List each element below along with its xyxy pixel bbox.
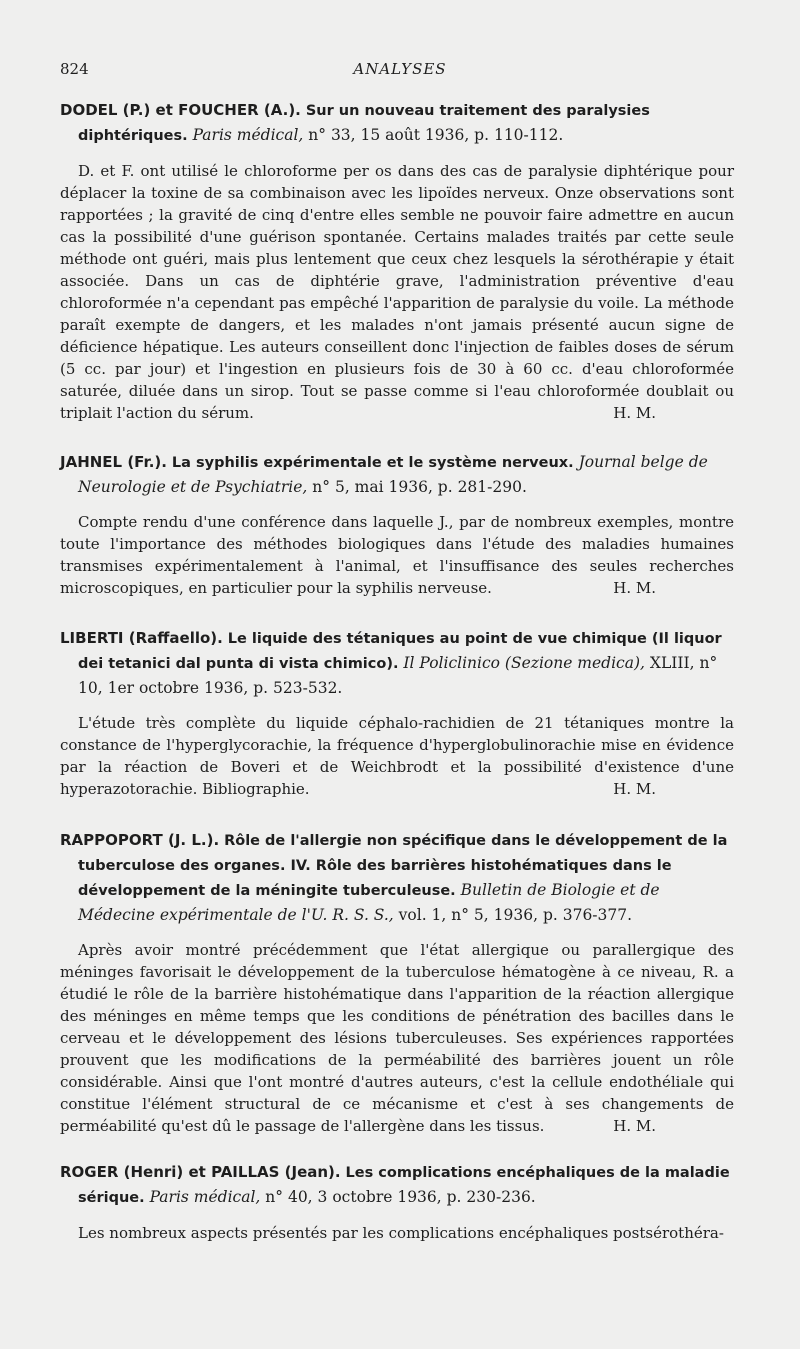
- entry-journal: Paris médical,: [192, 126, 304, 144]
- entry-journal: Journal belge de Neurologie et de Psychiatrie,: [78, 453, 708, 496]
- entry-journal: Il Policlinico (Sezione medica),: [403, 654, 645, 672]
- abstract-text: Après avoir montré précédemment que l'état allergique ou parallergique des méninges favorisait le développement de la tuberculose hématogène à ce niveau, R. a étudié le rôle de la barrière histohématique dans l'apparition de la réaction allergique des méninges en même temps que les conditions de pénétration des bacilles dans le cerveau et le développement des lésions tuberculeuses. Ses expériences rapportées prouvent que les modifications de la perméabilité des barrières jouent un rôle considérable. Ainsi que l'ont montré d'autres auteurs, c'est la cellule endothéliale qui constitue l'élément structural de ce mécanisme et c'est à ses changements de perméabilité qu'est dû le passage de l'allergène dans les tissus.: [60, 941, 734, 1135]
- entry-signature: H. M.: [613, 1117, 656, 1135]
- entry-title: Le liquide des tétaniques au point de vue chimique (Il liquor dei tetanici dal punta di vista chimico).: [78, 631, 722, 672]
- abstract-entry-jahnel: [60, 450, 734, 599]
- entry-abstract: [60, 511, 734, 599]
- entry-author: RAPPOPORT (J. L.).: [60, 831, 220, 849]
- bibliographic-reference: [60, 1160, 734, 1210]
- abstract-text: L'étude très complète du liquide céphalo-rachidien de 21 tétaniques montre la constance de l'hyperglycorachie, la fréquence d'hyperglobulinorachie mise en évidence par la réaction de Boveri et de Weichbrodt et la possibilité d'existence d'une hyperazotorachie. Bibliographie.: [60, 714, 734, 798]
- entry-author: JAHNEL (Fr.).: [60, 453, 167, 471]
- entry-signature: H. M.: [613, 579, 656, 597]
- entry-journal: Paris médical,: [149, 1188, 261, 1206]
- abstract-entry-rappoport: [60, 828, 734, 1137]
- abstract-entry-dodel: [60, 98, 734, 424]
- entry-title: La syphilis expérimentale et le système nerveux.: [171, 455, 574, 471]
- entry-author: LIBERTI (Raffaello).: [60, 629, 223, 647]
- entry-details: n° 33, 15 août 1936, p. 110-112.: [308, 126, 564, 144]
- entry-abstract: [60, 160, 734, 424]
- entry-signature: H. M.: [613, 780, 656, 798]
- abstract-entry-liberti: [60, 626, 734, 800]
- entry-signature: H. M.: [613, 404, 656, 422]
- abstract-entry-roger: [60, 1160, 734, 1244]
- entry-author: DODEL (P.) et FOUCHER (A.).: [60, 101, 301, 119]
- bibliographic-reference: [60, 828, 734, 927]
- entry-title: Rôle de l'allergie non spécifique dans le développement de la tuberculose des organes. IV. Rôle des barrières histohématiques dans le développement de la méningite tuberculeuse.: [78, 833, 728, 899]
- entry-abstract: [60, 1222, 734, 1244]
- entry-journal: Bulletin de Biologie et de Médecine expérimentale de l'U. R. S. S.,: [78, 881, 660, 924]
- abstract-text: Les nombreux aspects présentés par les complications encéphaliques postsérothéra-: [78, 1224, 724, 1242]
- entry-details: n° 40, 3 octobre 1936, p. 230-236.: [265, 1188, 536, 1206]
- entry-details: vol. 1, n° 5, 1936, p. 376-377.: [398, 906, 633, 924]
- abstract-text: D. et F. ont utilisé le chloroforme per os dans des cas de paralysie diphtérique pour déplacer la toxine de sa combinaison avec les lipoïdes nerveux. Onze observations sont rapportées ; la gravité de cinq d'entre elles semble ne pouvoir faire admettre en aucun cas la possibilité d'une guérison spontanée. Certains malades traités par cette seule méthode ont guéri, mais plus lentement que ceux chez lesquels la sérothérapie y était associée. Dans un cas de diphtérie grave, l'administration préventive d'eau chloroformée n'a cependant pas empêché l'apparition de paralysie du voile. La méthode paraît exempte de dangers, et les malades n'ont jamais présenté aucun signe de déficience hépatique. Les auteurs conseillent donc l'injection de faibles doses de sérum (5 cc. par jour) et l'ingestion en plusieurs fois de 30 à 60 cc. d'eau chloroformée saturée, diluée dans un sirop. Tout se passe comme si l'eau chloroformée doublait ou triplait l'action du sérum.: [60, 162, 734, 422]
- abstract-text: Compte rendu d'une conférence dans laquelle J., par de nombreux exemples, montre toute l'importance des méthodes biologiques dans l'étude des maladies humaines transmises expérimentalement à l'animal, et l'insuffisance des seules recherches microscopiques, en particulier pour la syphilis nerveuse.: [60, 513, 734, 597]
- entry-title: Les complications encéphaliques de la maladie sérique.: [78, 1165, 730, 1206]
- page-header: [60, 60, 740, 86]
- entry-abstract: [60, 712, 734, 800]
- bibliographic-reference: [60, 98, 734, 148]
- bibliographic-reference: [60, 626, 734, 700]
- running-head: ANALYSES: [353, 60, 447, 78]
- page-number: 824: [60, 60, 89, 78]
- entry-details: n° 5, mai 1936, p. 281-290.: [312, 478, 527, 496]
- bibliographic-reference: [60, 450, 734, 499]
- entry-author: ROGER (Henri) et PAILLAS (Jean).: [60, 1163, 341, 1181]
- entry-abstract: [60, 939, 734, 1137]
- entry-details: XLIII, n° 10, 1er octobre 1936, p. 523-532.: [78, 654, 718, 697]
- entry-title: Sur un nouveau traitement des paralysies diphtériques.: [78, 103, 650, 144]
